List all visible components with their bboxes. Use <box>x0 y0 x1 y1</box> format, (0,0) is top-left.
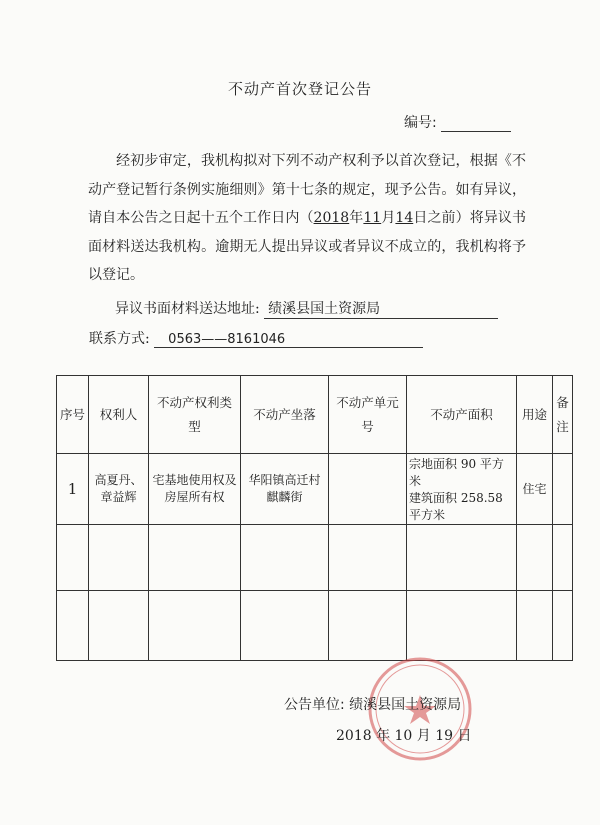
contact-info <box>89 328 423 348</box>
address-value: 绩溪县国土资源局 <box>264 298 498 319</box>
header-area: 不动产面积 <box>407 376 517 454</box>
cell-owner: 高夏丹、章益辉 <box>89 454 149 525</box>
cell-location: 华阳镇高迁村麒麟街 <box>241 454 329 525</box>
header-index: 序号 <box>57 376 89 454</box>
paragraph-text-2: 日之前）将异议书面材料送达我机构。逾期无人提出异议或者异议不成立的，我机构将予以登记。 <box>88 210 527 283</box>
header-owner: 权利人 <box>89 376 149 454</box>
header-location: 不动产坐落 <box>241 376 329 454</box>
header-right-type: 不动产权利类型 <box>149 376 241 454</box>
cell-area <box>407 454 517 525</box>
contact-label: 联系方式: <box>89 331 150 347</box>
document-number <box>404 112 511 132</box>
issuing-unit-value: 绩溪县国土资源局 <box>349 697 462 713</box>
cell-use: 住宅 <box>517 454 553 525</box>
contact-value: 0563——8161046 <box>154 332 423 348</box>
cell-unit-no <box>329 454 407 525</box>
paragraph-text-1: 经初步审定，我机构拟对下列不动产权利予以首次登记，根据《不动产登记暂行条例实施细则》第十七条的规定，现予公告。如有异议，请自本公告之日起十五个工作日内（ <box>88 153 526 226</box>
table-row-empty <box>57 525 573 591</box>
table-row <box>57 454 573 525</box>
objection-address <box>115 298 498 319</box>
cell-index: 1 <box>57 454 89 525</box>
issuing-unit-label: 公告单位: <box>284 697 345 713</box>
cell-right-type: 宅基地使用权及房屋所有权 <box>149 454 241 525</box>
area-line-1: 宗地面积 90 平方米 <box>409 457 504 488</box>
issue-date: 2018 年 10 月 19 日 <box>336 728 472 744</box>
page-title: 不动产首次登记公告 <box>227 80 372 98</box>
deadline-day: 14 <box>395 210 414 226</box>
table-row-empty <box>57 591 573 661</box>
header-use: 用途 <box>517 376 553 454</box>
issuing-unit <box>284 694 461 714</box>
cell-remark <box>553 454 573 525</box>
announcement-paragraph: 经初步审定，我机构拟对下列不动产权利予以首次登记，根据《不动产登记暂行条例实施细则》第十七条的规定，现予公告。如有异议，请自本公告之日起十五个工作日内（2018年11月14日之前）将异议书面材料送达我机构。逾期无人提出异议或者异议不成立的，我机构将予以登记。 <box>88 153 527 283</box>
document-number-label: 编号: <box>404 115 437 131</box>
document-number-blank <box>441 117 511 132</box>
deadline-year: 2018 <box>313 210 350 226</box>
area-line-2: 建筑面积 258.58 平方米 <box>409 491 503 522</box>
address-label: 异议书面材料送达地址: <box>115 301 260 317</box>
table-header-row <box>57 376 573 454</box>
deadline-month: 11 <box>363 210 382 226</box>
registration-table <box>56 375 573 661</box>
header-unit-no: 不动产单元号 <box>329 376 407 454</box>
header-remark: 备注 <box>553 376 573 454</box>
